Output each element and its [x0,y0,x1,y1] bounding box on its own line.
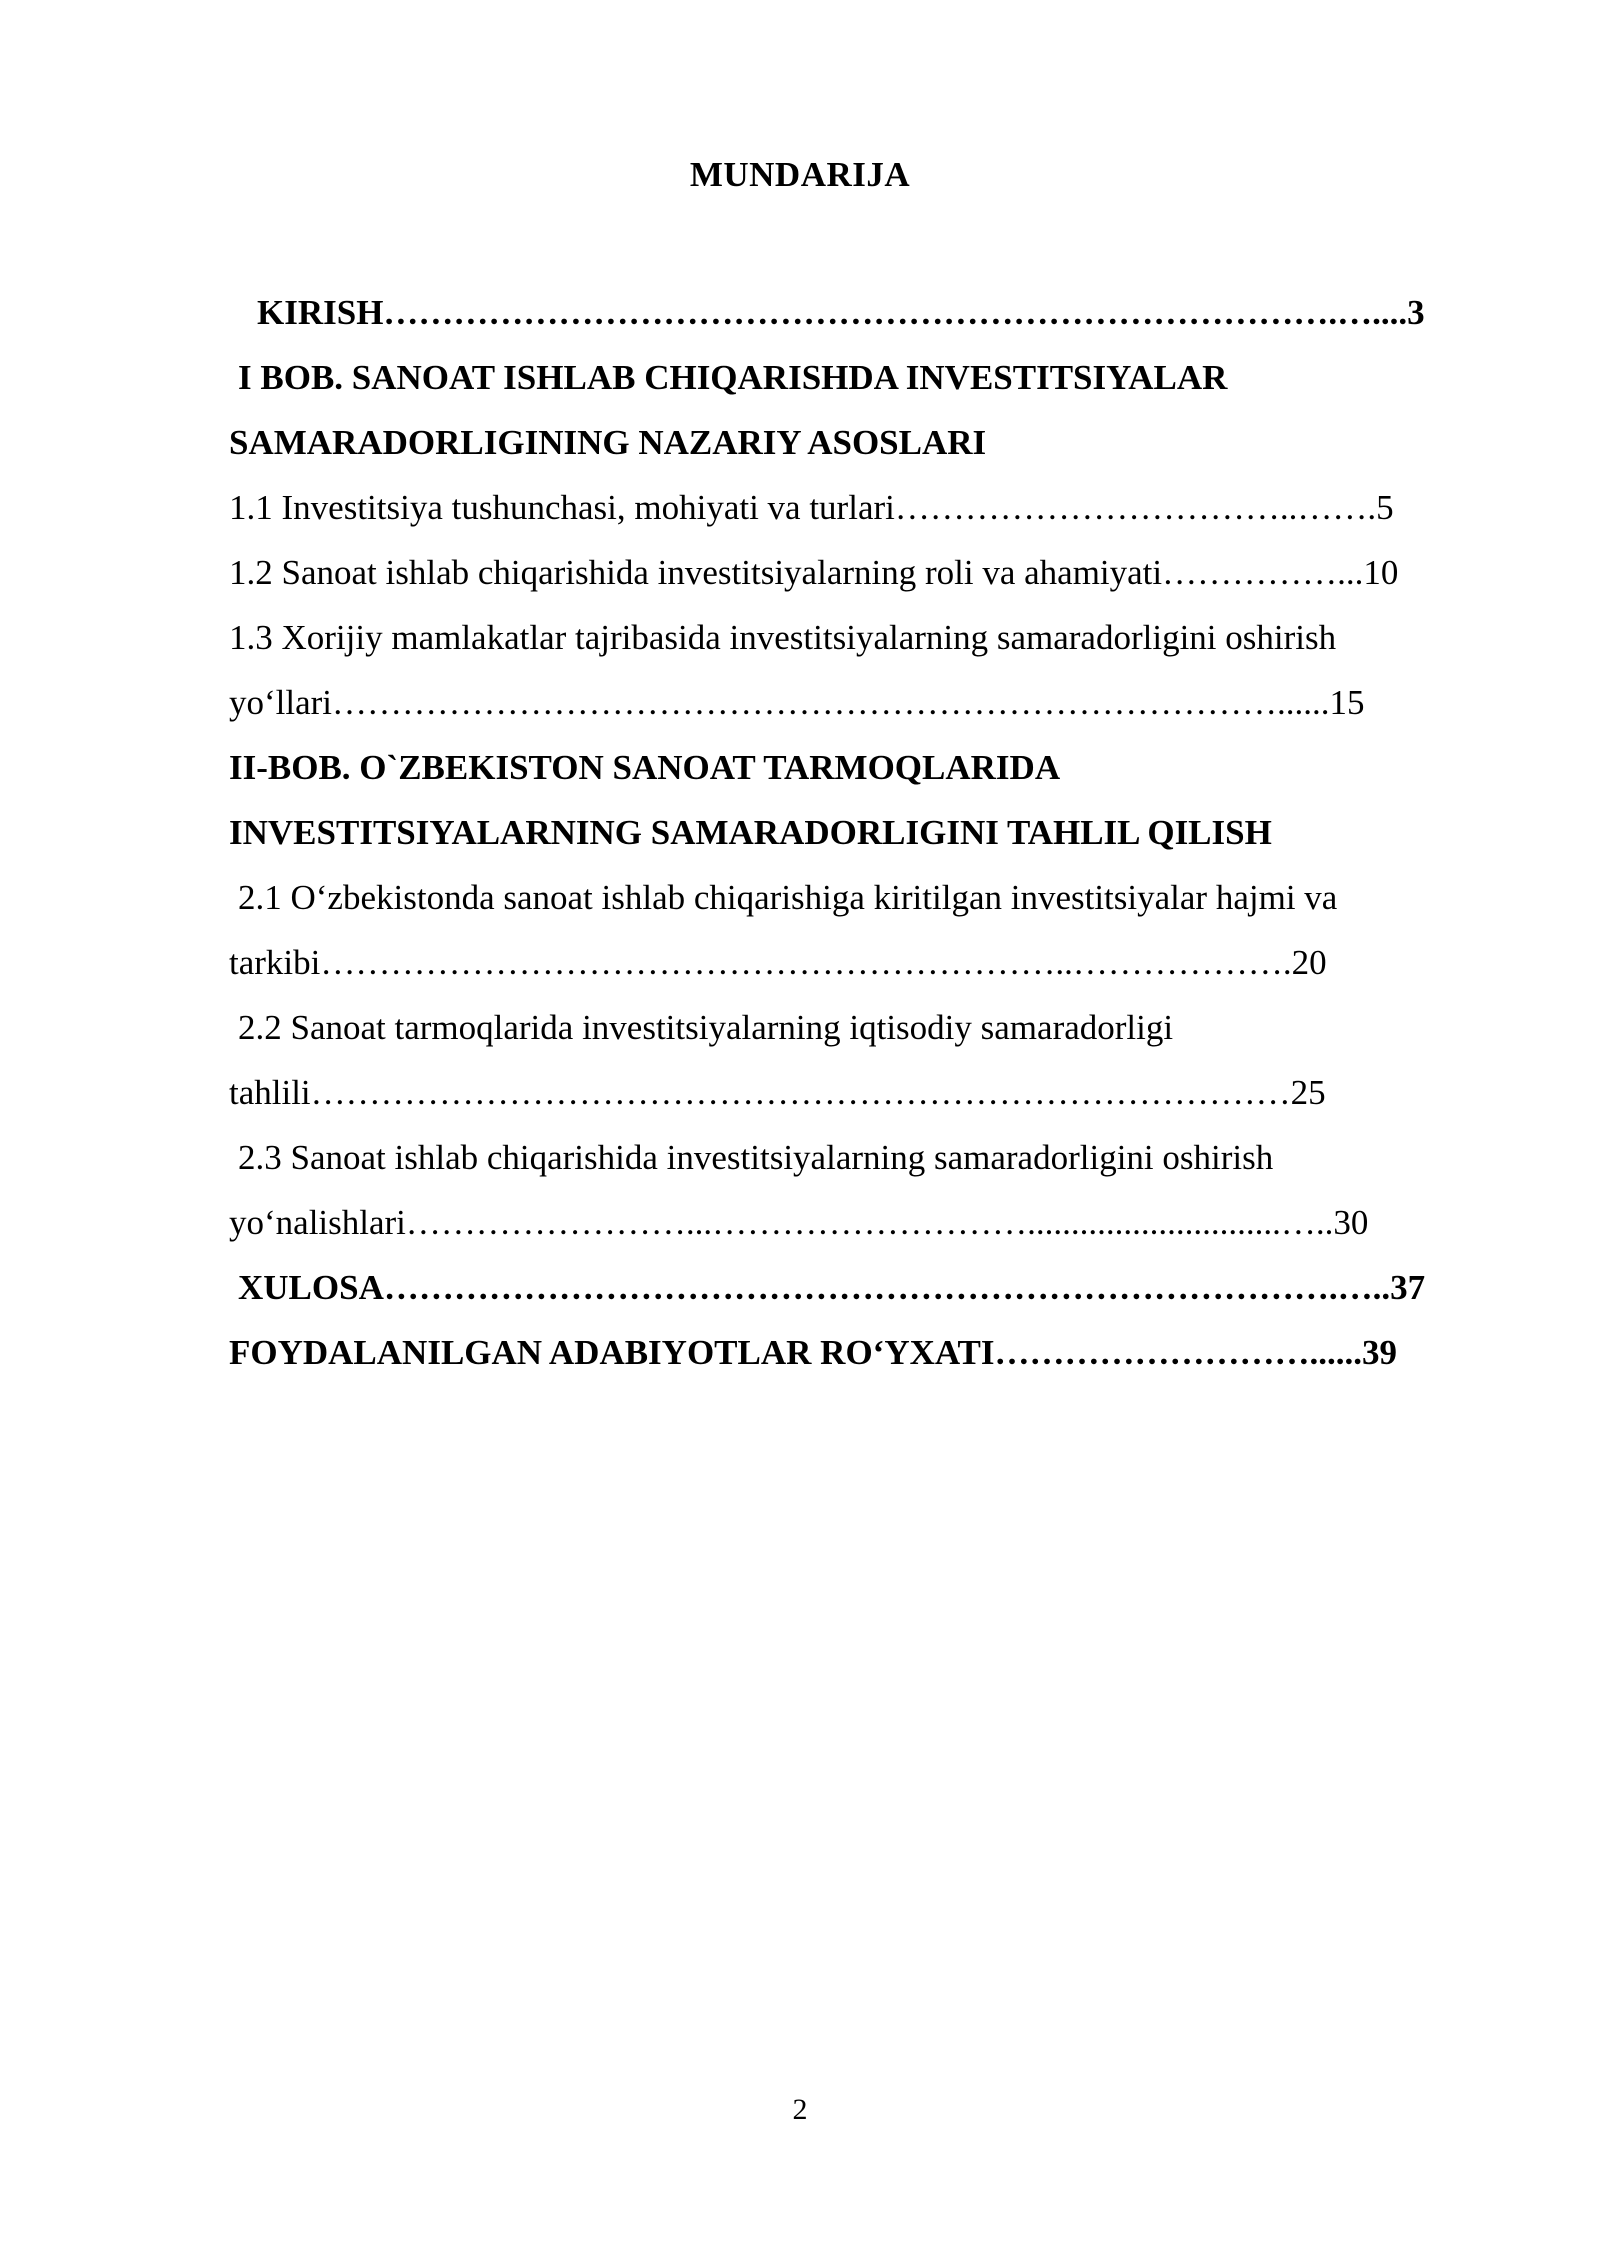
toc-title: MUNDARIJA [689,155,911,194]
toc-entry-2-2-line2: tahlili…………………………………………………………………………25 [229,1073,1326,1112]
toc-entry-1-3-line1: 1.3 Xorijiy mamlakatlar tajribasida investitsiyalarning samaradorligini oshirish [229,618,1337,657]
toc-chapter-1-title-line2: SAMARADORLIGINING NAZARIY ASOSLARI [229,423,987,462]
toc-entry-1-2: 1.2 Sanoat ishlab chiqarishida investitsiyalarning roli va ahamiyati……………...10 [229,553,1399,592]
toc-entry-2-3-line2: yo‘nalishlari……………………...……………………….............................…..30 [229,1203,1369,1242]
toc-entry-adabiyotlar: FOYDALANILGAN ADABIYOTLAR RO‘YXATI………………………......39 [229,1333,1398,1372]
toc-entry-1-3-line2: yo‘llari………………………………………………………………………......15 [229,683,1365,722]
toc-chapter-2-title-line2: INVESTITSIYALARNING SAMARADORLIGINI TAHLIL QILISH [229,813,1272,852]
toc-chapter-1-title-line1: I BOB. SANOAT ISHLAB CHIQARISHDA INVESTITSIYALAR [238,358,1228,397]
toc-entry-2-1-line2: tarkibi………………………………………………………..……………….20 [229,943,1327,982]
toc-entry-2-3-line1: 2.3 Sanoat ishlab chiqarishida investitsiyalarning samaradorligini oshirish [238,1138,1274,1177]
toc-chapter-2-title-line1: II-BOB. O`ZBEKISTON SANOAT TARMOQLARIDA [229,748,1061,787]
page-number: 2 [792,2093,808,2126]
table-of-contents [229,280,1489,1385]
toc-entry-2-2-line1: 2.2 Sanoat tarmoqlarida investitsiyalarning iqtisodiy samaradorligi [238,1008,1174,1047]
toc-entry-kirish: KIRISH……………………………………………………………………….…....3 [257,293,1425,332]
toc-entry-2-1-line1: 2.1 O‘zbekistonda sanoat ishlab chiqarishiga kiritilgan investitsiyalar hajmi va [238,878,1338,917]
toc-entry-1-1: 1.1 Investitsiya tushunchasi, mohiyati va turlari……………………………..…….5 [229,488,1394,527]
toc-entry-xulosa: XULOSA……………………………………………………………………….…..37 [238,1268,1426,1307]
